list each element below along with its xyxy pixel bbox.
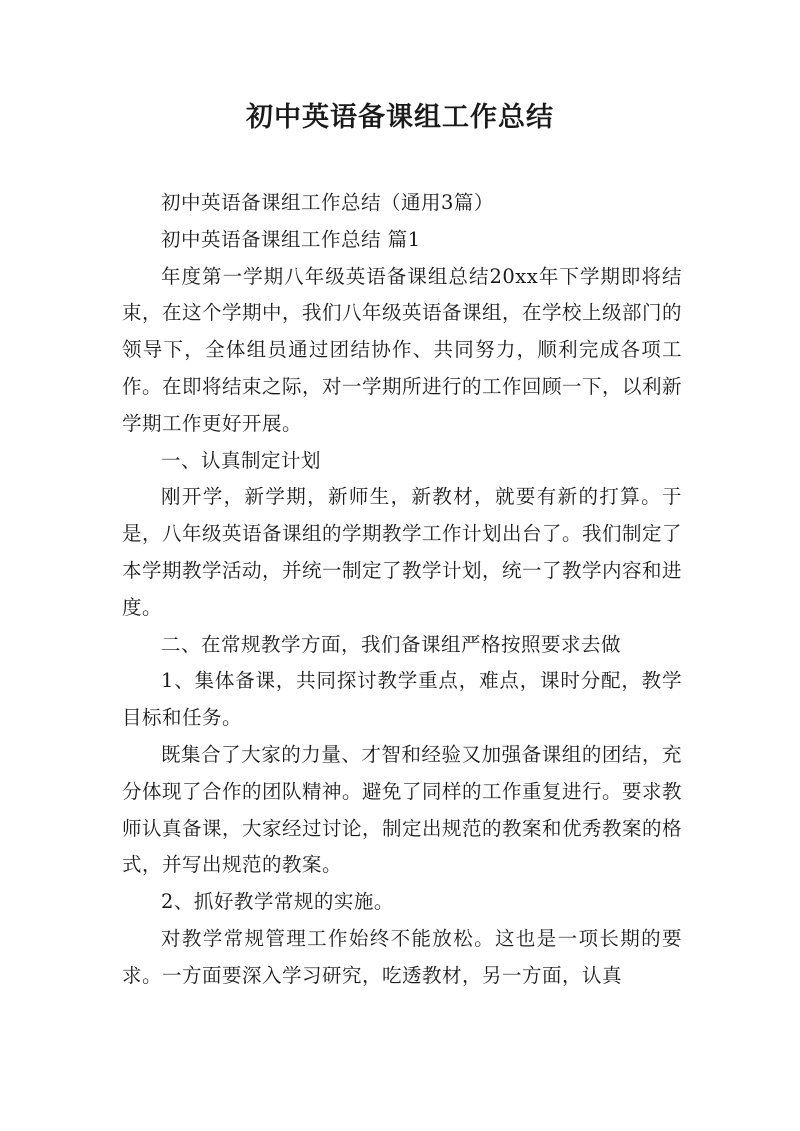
paragraph-routine-management: 对教学常规管理工作始终不能放松。这也是一项长期的要求。一方面要深入学习研究，吃透教材，另一方面，认真 (122, 926, 682, 987)
heading-routine-teaching: 二、在常规教学方面，我们备课组严格按照要求去做 (161, 632, 622, 656)
heading-plan: 一、认真制定计划 (161, 448, 322, 472)
doc-subtitle: 初中英语备课组工作总结（通用3篇） (161, 191, 494, 214)
item-collective-lesson-prep: 1、集体备课，共同探讨教学重点，难点，课时分配，教学目标和任务。 (122, 669, 682, 730)
item-routine-implementation: 2、抓好教学常规的实施。 (161, 890, 394, 914)
section-title-part-1: 初中英语备课组工作总结 篇1 (161, 227, 421, 251)
paragraph-intro: 年度第一学期八年级英语备课组总结20xx年下学期即将结束，在这个学期中，我们八年级英语备课组，在学校上级部门的领导下，全体组员通过团结协作、共同努力，顺利完成各项工作。在即将结束之际，对一学期所进行的工作回顾一下，以利新学期工作更好开展。 (122, 264, 683, 435)
paragraph-teamwork: 既集合了大家的力量、才智和经验又加强备课组的团结，充分体现了合作的团队精神。避免了同样的工作重复进行。要求教师认真备课，大家经过讨论，制定出规范的教案和优秀教案的格式，并写出规范的教案。 (122, 742, 683, 877)
document-title: 初中英语备课组工作总结 (246, 102, 554, 133)
document-body (122, 185, 682, 995)
paragraph-plan: 刚开学，新学期，新师生，新教材，就要有新的打算。于是，八年级英语备课组的学期教学工作计划出台了。我们制定了本学期教学活动，并统一制定了教学计划，统一了教学内容和进度。 (122, 485, 683, 619)
